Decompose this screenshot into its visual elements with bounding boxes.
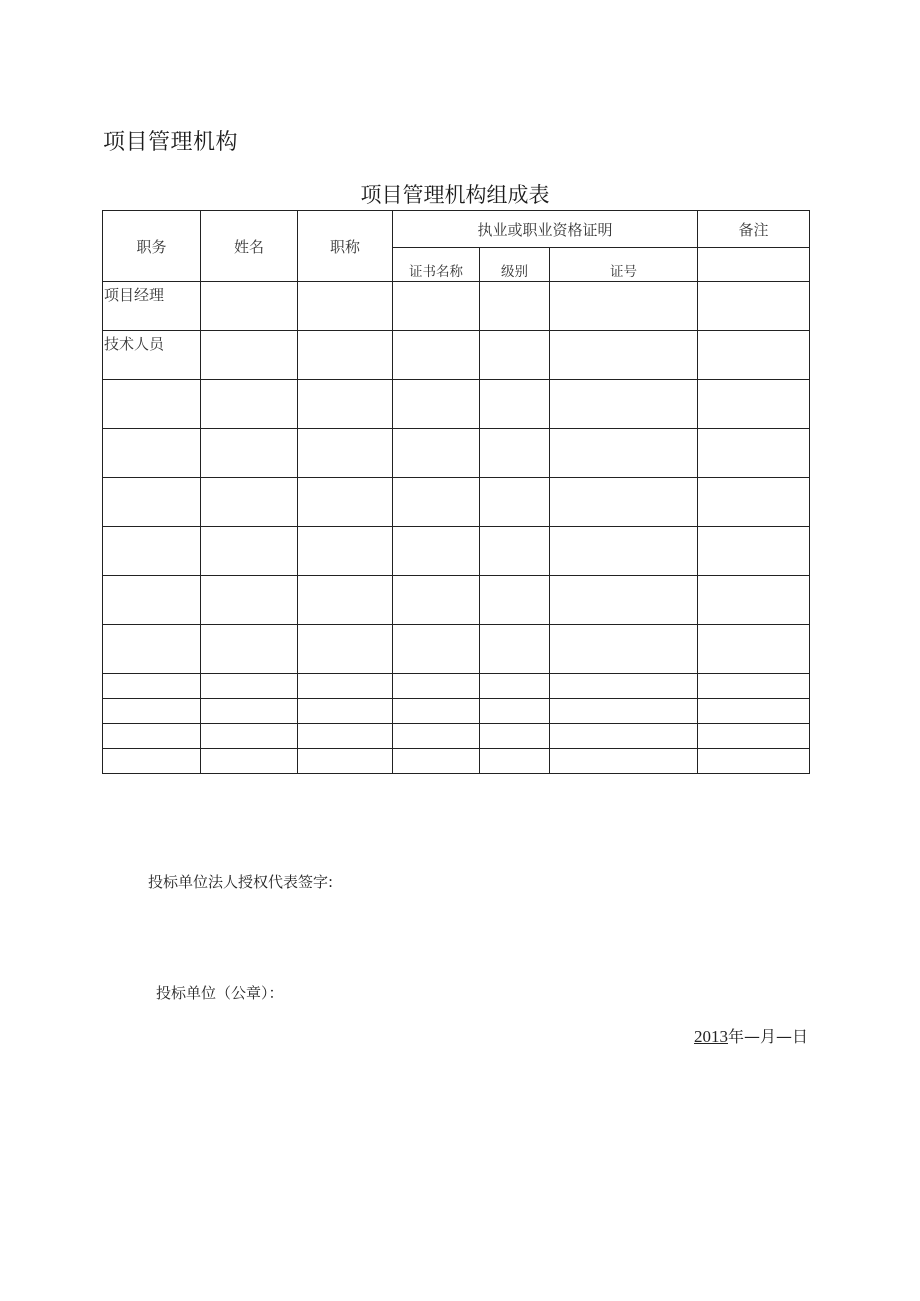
cell-name	[201, 674, 298, 699]
cell-title	[298, 749, 393, 774]
cell-name	[201, 699, 298, 724]
cell-cert-number	[550, 331, 698, 380]
cell-remarks	[698, 576, 810, 625]
row-label: 技术人员	[103, 331, 201, 380]
table-row	[103, 478, 810, 527]
cell-title	[298, 527, 393, 576]
table-row	[103, 724, 810, 749]
table-row	[103, 282, 810, 331]
header-cert-group: 执业或职业资格证明	[393, 211, 698, 248]
cell-title	[298, 699, 393, 724]
row-label	[103, 625, 201, 674]
table-row	[103, 625, 810, 674]
date-suffix: 年—月—日	[727, 1027, 808, 1046]
header-cert-level: 级别	[480, 248, 550, 282]
cell-cert-name	[393, 576, 480, 625]
cell-title	[298, 429, 393, 478]
cell-remarks	[698, 527, 810, 576]
company-seal-label: 投标单位（公章）：	[156, 984, 284, 1002]
cell-name	[201, 429, 298, 478]
cell-cert-level	[480, 478, 550, 527]
header-cert-name: 证书名称	[393, 248, 480, 282]
cell-cert-name	[393, 282, 480, 331]
row-label	[103, 699, 201, 724]
cell-title	[298, 625, 393, 674]
cell-name	[201, 576, 298, 625]
cell-name	[201, 749, 298, 774]
cell-remarks	[698, 282, 810, 331]
row-label: 项目经理	[103, 282, 201, 331]
cell-cert-level	[480, 282, 550, 331]
cell-remarks	[698, 699, 810, 724]
cell-cert-level	[480, 724, 550, 749]
authorized-rep-signature-label: 投标单位法人授权代表签字:	[148, 873, 334, 891]
table-row	[103, 331, 810, 380]
header-title: 职称	[298, 211, 393, 282]
row-label	[103, 724, 201, 749]
table-row	[103, 674, 810, 699]
cell-title	[298, 478, 393, 527]
cell-cert-number	[550, 478, 698, 527]
cell-remarks	[698, 674, 810, 699]
cell-title	[298, 674, 393, 699]
cell-cert-name	[393, 749, 480, 774]
cell-cert-number	[550, 527, 698, 576]
row-label	[103, 380, 201, 429]
cell-cert-level	[480, 429, 550, 478]
date-year: 2013	[693, 1027, 728, 1046]
cell-title	[298, 282, 393, 331]
row-label	[103, 478, 201, 527]
row-label	[103, 576, 201, 625]
cell-cert-number	[550, 674, 698, 699]
table-row	[103, 699, 810, 724]
cell-cert-level	[480, 380, 550, 429]
row-label	[103, 674, 201, 699]
cell-cert-number	[550, 724, 698, 749]
cell-cert-level	[480, 331, 550, 380]
cell-remarks	[698, 478, 810, 527]
cell-remarks	[698, 724, 810, 749]
date-line	[694, 1026, 808, 1048]
table-row	[103, 380, 810, 429]
cell-name	[201, 527, 298, 576]
header-name: 姓名	[201, 211, 298, 282]
header-remarks-blank	[698, 248, 810, 282]
cell-cert-number	[550, 699, 698, 724]
cell-cert-name	[393, 527, 480, 576]
cell-cert-name	[393, 478, 480, 527]
header-remarks: 备注	[698, 211, 810, 248]
cell-cert-name	[393, 724, 480, 749]
cell-remarks	[698, 380, 810, 429]
header-position: 职务	[103, 211, 201, 282]
table-row	[103, 576, 810, 625]
cell-cert-name	[393, 625, 480, 674]
cell-name	[201, 478, 298, 527]
cell-cert-level	[480, 576, 550, 625]
cell-cert-name	[393, 674, 480, 699]
cell-title	[298, 380, 393, 429]
cell-cert-level	[480, 625, 550, 674]
cell-remarks	[698, 625, 810, 674]
cell-cert-number	[550, 429, 698, 478]
cell-cert-level	[480, 527, 550, 576]
cell-title	[298, 576, 393, 625]
cell-cert-level	[480, 699, 550, 724]
cell-cert-level	[480, 749, 550, 774]
table-row	[103, 749, 810, 774]
cell-cert-name	[393, 699, 480, 724]
cell-cert-name	[393, 380, 480, 429]
cell-name	[201, 331, 298, 380]
row-label	[103, 527, 201, 576]
cell-remarks	[698, 429, 810, 478]
cell-remarks	[698, 331, 810, 380]
cell-cert-name	[393, 331, 480, 380]
table-row	[103, 429, 810, 478]
cell-cert-number	[550, 749, 698, 774]
table-title: 项目管理机构组成表	[360, 183, 550, 207]
row-label	[103, 749, 201, 774]
row-label	[103, 429, 201, 478]
cell-name	[201, 625, 298, 674]
organization-table	[102, 210, 810, 774]
cell-name	[201, 380, 298, 429]
cell-name	[201, 282, 298, 331]
table-row	[103, 527, 810, 576]
cell-cert-level	[480, 674, 550, 699]
cell-name	[201, 724, 298, 749]
section-title: 项目管理机构	[103, 130, 239, 155]
cell-remarks	[698, 749, 810, 774]
cell-title	[298, 331, 393, 380]
cell-cert-number	[550, 282, 698, 331]
cell-cert-number	[550, 625, 698, 674]
header-cert-number: 证号	[550, 248, 698, 282]
cell-title	[298, 724, 393, 749]
cell-cert-name	[393, 429, 480, 478]
cell-cert-number	[550, 380, 698, 429]
cell-cert-number	[550, 576, 698, 625]
